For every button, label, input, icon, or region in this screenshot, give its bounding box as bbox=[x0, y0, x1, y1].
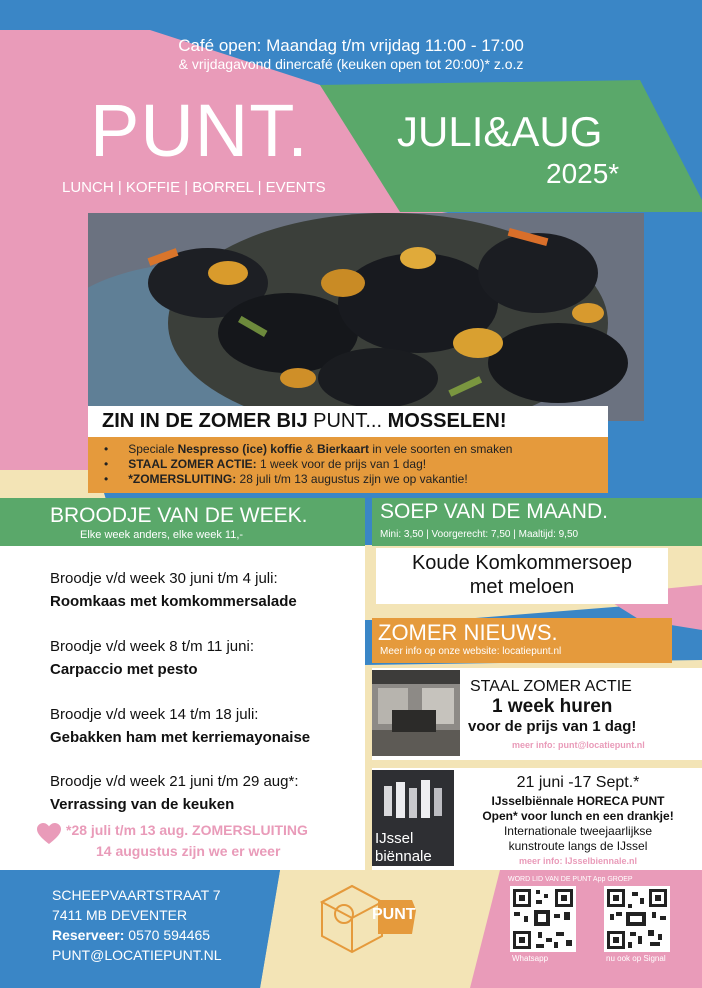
bullet-text: in vele soorten en smaken bbox=[369, 442, 513, 456]
brand-tagline: LUNCH | KOFFIE | BORREL | EVENTS bbox=[62, 179, 326, 196]
cafe-dinner-note: & vrijdagavond dinercafé (keuken open tot 20:00)* z.o.z bbox=[178, 56, 524, 72]
bullet-bold: Bierkaart bbox=[316, 442, 370, 456]
bullet-text: 28 juli t/m 13 augustus zijn we op vakantie! bbox=[236, 472, 468, 486]
bullet-text: Speciale bbox=[128, 442, 178, 456]
broodje-name: Carpaccio met pesto bbox=[50, 661, 198, 678]
bullet-bold: Nespresso (ice) koffie bbox=[177, 442, 303, 456]
biennale-dates: 21 juni -17 Sept.* bbox=[516, 774, 640, 791]
reservation-label: Reserveer: bbox=[52, 927, 125, 943]
logo-text: PUNT bbox=[372, 906, 416, 923]
qr-signal-label: nu ook op Signal bbox=[606, 954, 666, 963]
email-link[interactable]: PUNT@LOCATIEPUNT.NL bbox=[52, 947, 222, 963]
whatsapp-qr-code[interactable] bbox=[510, 886, 576, 952]
nieuws-heading: ZOMER NIEUWS. bbox=[378, 620, 558, 645]
nieuws-subheading: Meer info op onze website: locatiepunt.nl bbox=[380, 646, 562, 657]
broodje-week: Broodje v/d week 21 juni t/m 29 aug*: bbox=[50, 773, 299, 790]
soep-name-2: met meloen bbox=[469, 576, 575, 598]
broodje-week: Broodje v/d week 30 juni t/m 4 juli: bbox=[50, 570, 278, 587]
qr-whatsapp-label: Whatsapp bbox=[512, 954, 549, 963]
staal-title: STAAL ZOMER ACTIE bbox=[470, 678, 632, 695]
qr-heading: WORD LID VAN DE PUNT App GROEP bbox=[508, 876, 633, 883]
banner-title bbox=[102, 410, 506, 433]
bullet-bold: STAAL ZOMER ACTIE: bbox=[128, 457, 257, 471]
punt-logo bbox=[316, 884, 420, 964]
period-title: JULI&AUG bbox=[397, 108, 603, 155]
broodje-week: Broodje v/d week 14 t/m 18 juli: bbox=[50, 706, 259, 723]
bullet-item: • STAAL ZOMER ACTIE: 1 week voor de prijs van 1 dag! bbox=[104, 457, 427, 471]
reservation-phone[interactable]: 0570 594465 bbox=[124, 927, 211, 943]
closure-notice: *28 juli t/m 13 aug. ZOMERSLUITING bbox=[66, 822, 308, 838]
biennale-horeca: IJsselbiënnale HORECA PUNT bbox=[491, 794, 665, 808]
broodje-name: Gebakken ham met kerriemayonaise bbox=[50, 729, 311, 746]
biennale-figures bbox=[376, 776, 450, 822]
reservation bbox=[52, 927, 210, 943]
broodje-name: Roomkaas met komkommersalade bbox=[50, 593, 297, 610]
bullet-item: • *ZOMERSLUITING: 28 juli t/m 13 augustus zijn we op vakantie! bbox=[104, 472, 468, 486]
bullet-item: • Speciale Nespresso (ice) koffie & Bierkaart in vele soorten en smaken bbox=[104, 442, 513, 456]
banner-title-brand: PUNT... bbox=[313, 410, 388, 432]
biennale-desc-1: Internationale tweejaarlijkse bbox=[503, 824, 653, 838]
biennale-thumb-text-2: biënnale bbox=[375, 848, 432, 865]
soep-prices: Mini: 3,50 | Voorgerecht: 7,50 | Maaltijd: 9,50 bbox=[380, 529, 579, 540]
bullet-bold: *ZOMERSLUITING: bbox=[128, 472, 237, 486]
address-city: 7411 MB DEVENTER bbox=[52, 907, 188, 923]
closure-return: 14 augustus zijn we er weer bbox=[96, 843, 281, 859]
bullet-text: & bbox=[302, 442, 317, 456]
biennale-thumb-text: IJssel bbox=[375, 830, 414, 847]
bullet-text: 1 week voor de prijs van 1 dag! bbox=[256, 457, 427, 471]
banner-title-part1: ZIN IN DE ZOMER BIJ bbox=[102, 410, 314, 432]
biennale-desc-2: kunstroute langs de IJssel bbox=[508, 839, 648, 853]
cafe-hours: Café open: Maandag t/m vrijdag 11:00 - 17:00 bbox=[178, 36, 524, 55]
mussels-photo bbox=[88, 213, 644, 421]
soep-name: Koude Komkommersoep bbox=[411, 552, 633, 574]
address-street: SCHEEPVAARTSTRAAT 7 bbox=[52, 887, 221, 903]
broodje-heading: BROODJE VAN DE WEEK. bbox=[50, 504, 308, 527]
broodje-name: Verrassing van de keuken bbox=[50, 796, 235, 813]
staal-info: meer info: punt@locatiepunt.nl bbox=[512, 740, 645, 750]
period-year: 2025* bbox=[546, 158, 620, 189]
brand-title: PUNT. bbox=[90, 89, 309, 172]
soep-heading: SOEP VAN DE MAAND. bbox=[380, 500, 608, 523]
signal-qr-code[interactable] bbox=[604, 886, 670, 952]
biennale-info: meer info: IJsselbiennale.nl bbox=[518, 856, 638, 866]
broodje-subheading: Elke week anders, elke week 11,- bbox=[80, 529, 244, 541]
staal-offer: 1 week huren bbox=[492, 696, 613, 717]
banner-title-highlight: MOSSELEN! bbox=[387, 410, 507, 432]
heart-icon bbox=[36, 822, 62, 846]
staal-offer-detail: voor de prijs van 1 dag! bbox=[468, 718, 637, 735]
broodje-week: Broodje v/d week 8 t/m 11 juni: bbox=[50, 638, 254, 655]
biennale-open: Open* voor lunch en een drankje! bbox=[482, 809, 674, 823]
staal-interior-photo bbox=[372, 670, 460, 756]
